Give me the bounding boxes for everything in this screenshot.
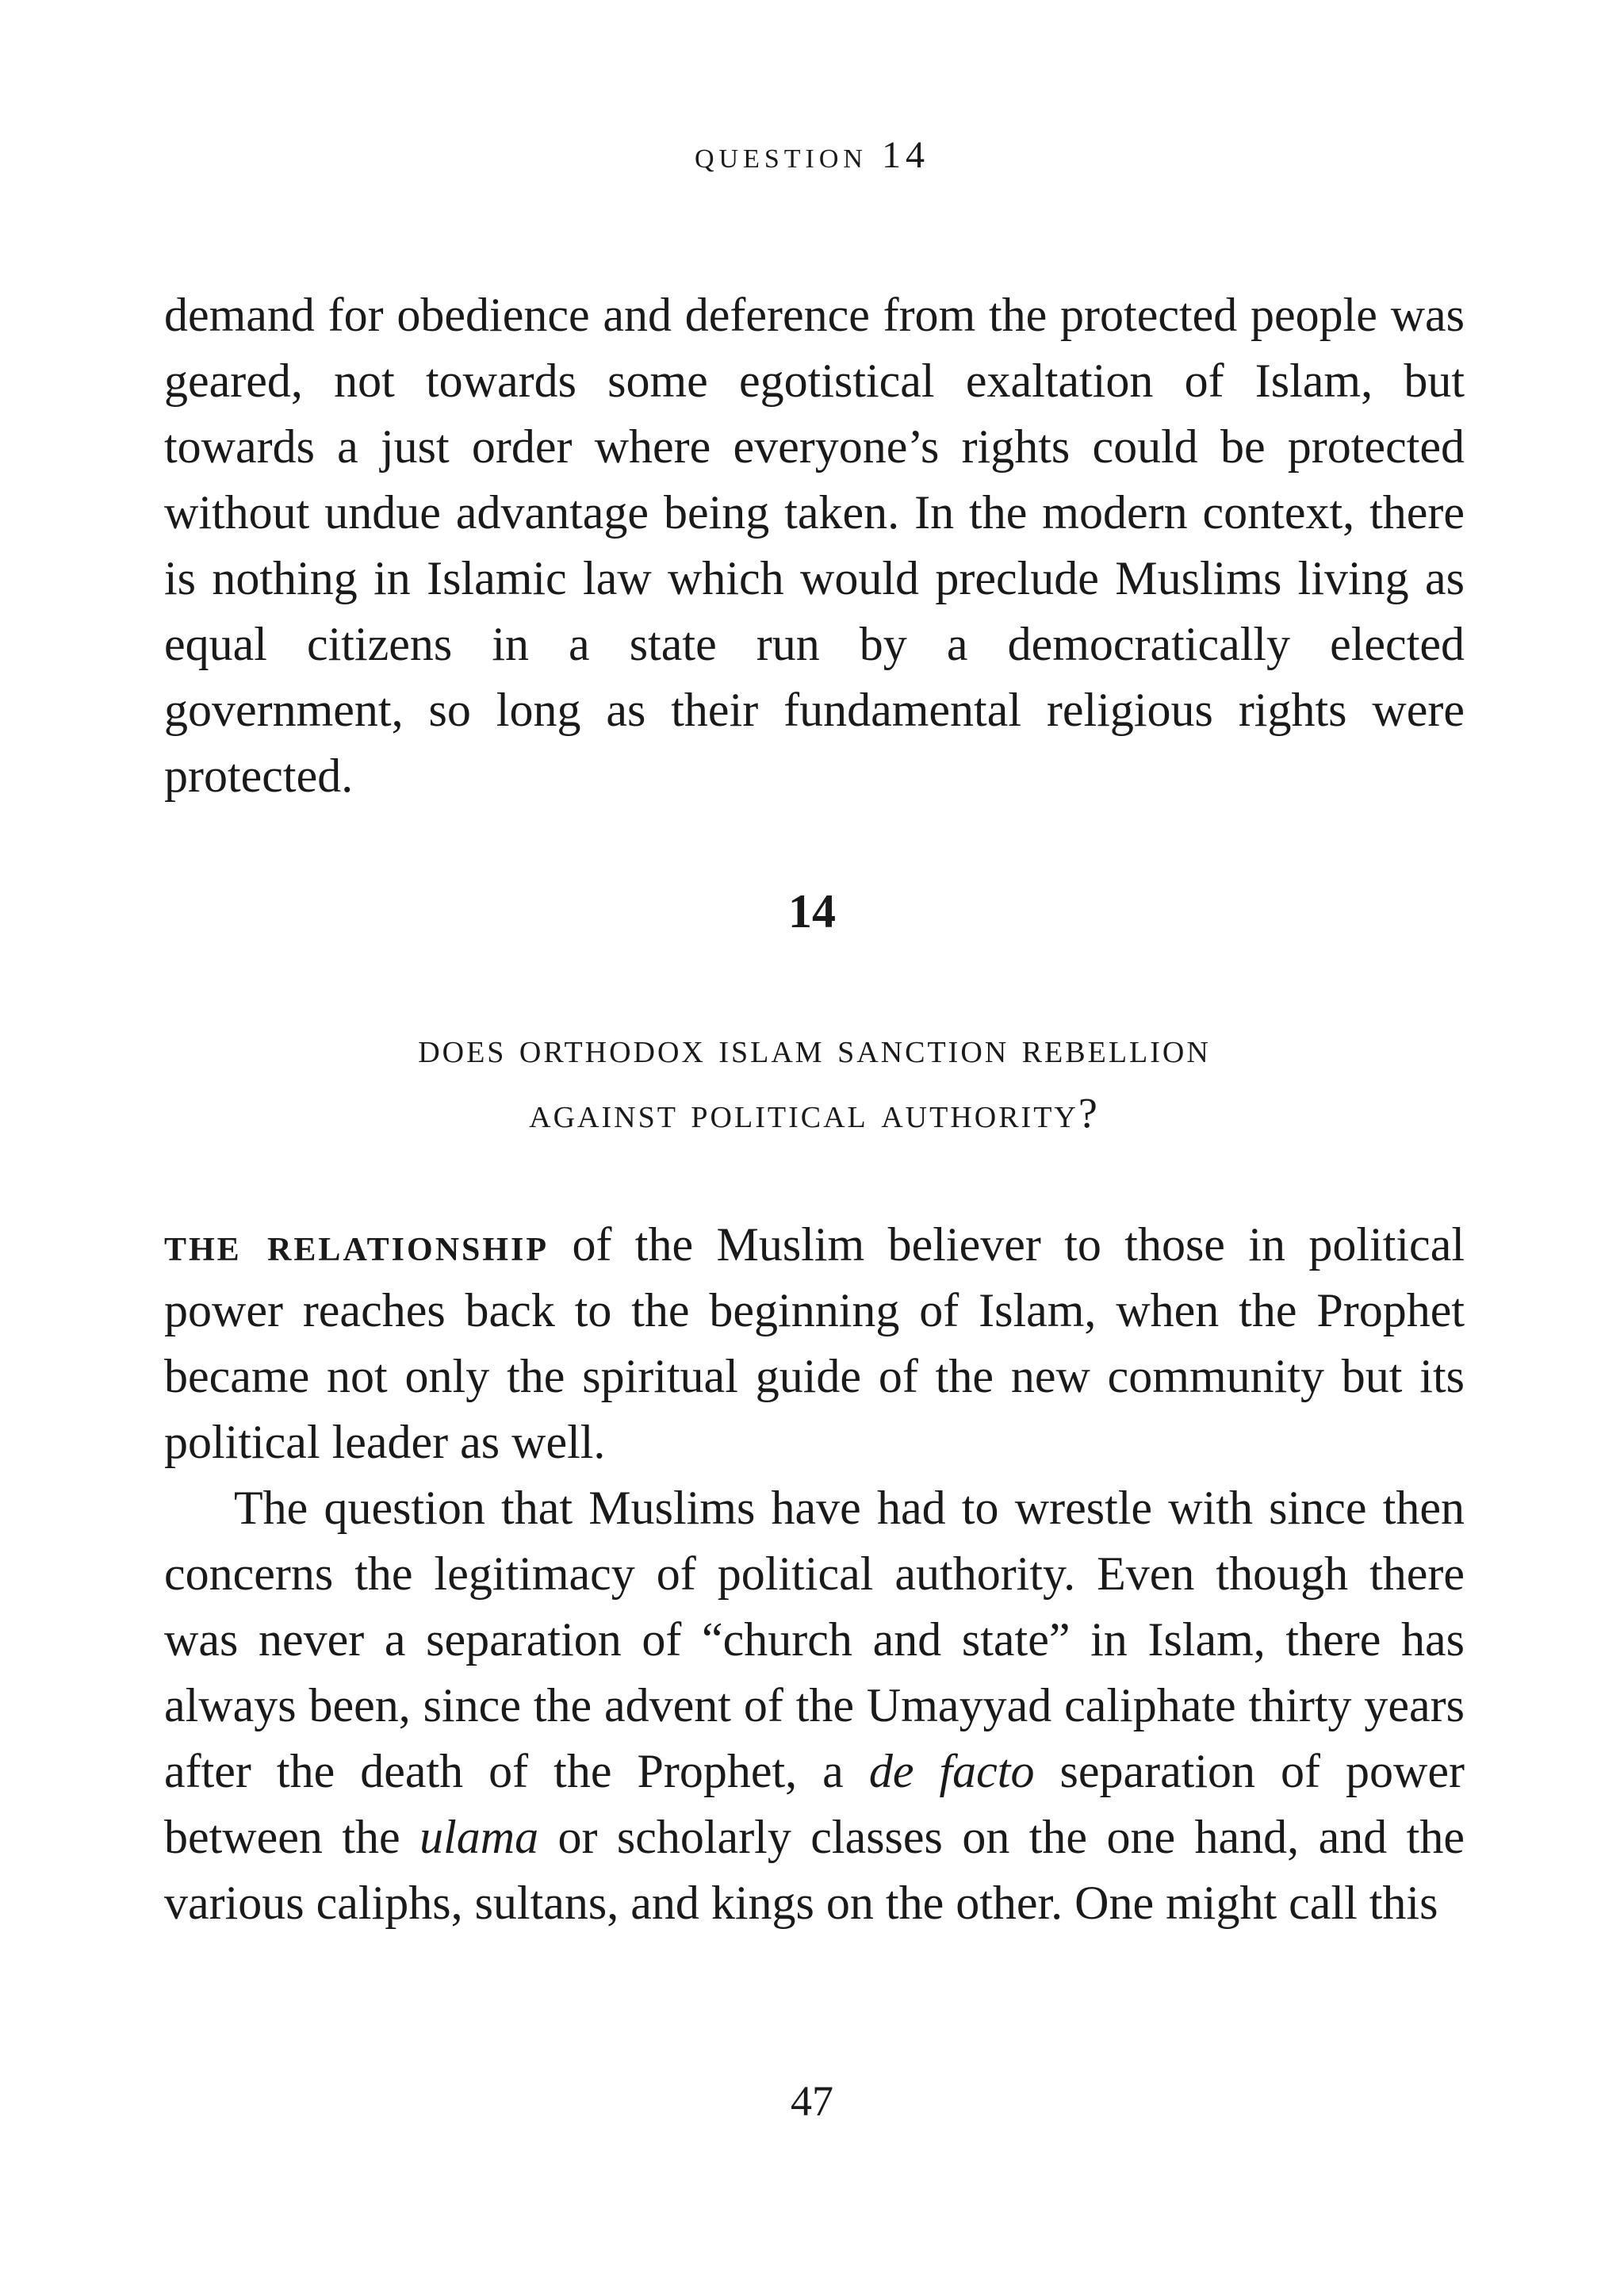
paragraph-text: or scholarly classes on the one hand, and the various caliphs, sultans, and kings on the other. One might call this	[164, 1811, 1465, 1929]
chapter-title-line-1: does orthodox islam sanction rebellion	[418, 1024, 1211, 1072]
italic-term: ulama	[419, 1811, 539, 1863]
chapter-number: 14	[788, 885, 836, 938]
paragraph-text: demand for obedience and deference from the protected people was geared, not towards some egotistical exaltation of Islam, but towards a just order where everyone’s rights could be protected without undue advantage being taken. In the modern context, there is nothing in Islamic law which would preclude Muslims living as equal citizens in a state run by a democratically elected government, so long as their fundamental religious rights were protected.	[164, 289, 1465, 802]
italic-term: de facto	[868, 1745, 1035, 1797]
continued-paragraph	[164, 282, 1465, 809]
lead-in-words: the relationship	[164, 1218, 550, 1271]
running-head: question 14	[695, 134, 929, 176]
paragraph-text: The question that Muslims have had to wrestle with since then concerns the legitimacy of political authority. Even though there was never a separation of “church and state” in Islam, there has always been, since the advent of the Umayyad caliphate thirty years after the death of the Prophet, a	[164, 1482, 1465, 1797]
second-paragraph	[164, 1475, 1465, 1936]
chapter-title-line-2: against political authority?	[529, 1089, 1100, 1137]
paragraph-text: separation of power between the	[164, 1745, 1465, 1863]
first-paragraph	[164, 1212, 1465, 1475]
paragraph-text: of the Muslim believer to those in political power reaches back to the beginning of Islam, when the Prophet became not only the spiritual guide of the new community but its political leader as well.	[164, 1218, 1465, 1468]
page-number: 47	[791, 2077, 833, 2125]
chapter-title	[164, 1015, 1465, 1145]
section-body	[164, 1212, 1465, 1936]
